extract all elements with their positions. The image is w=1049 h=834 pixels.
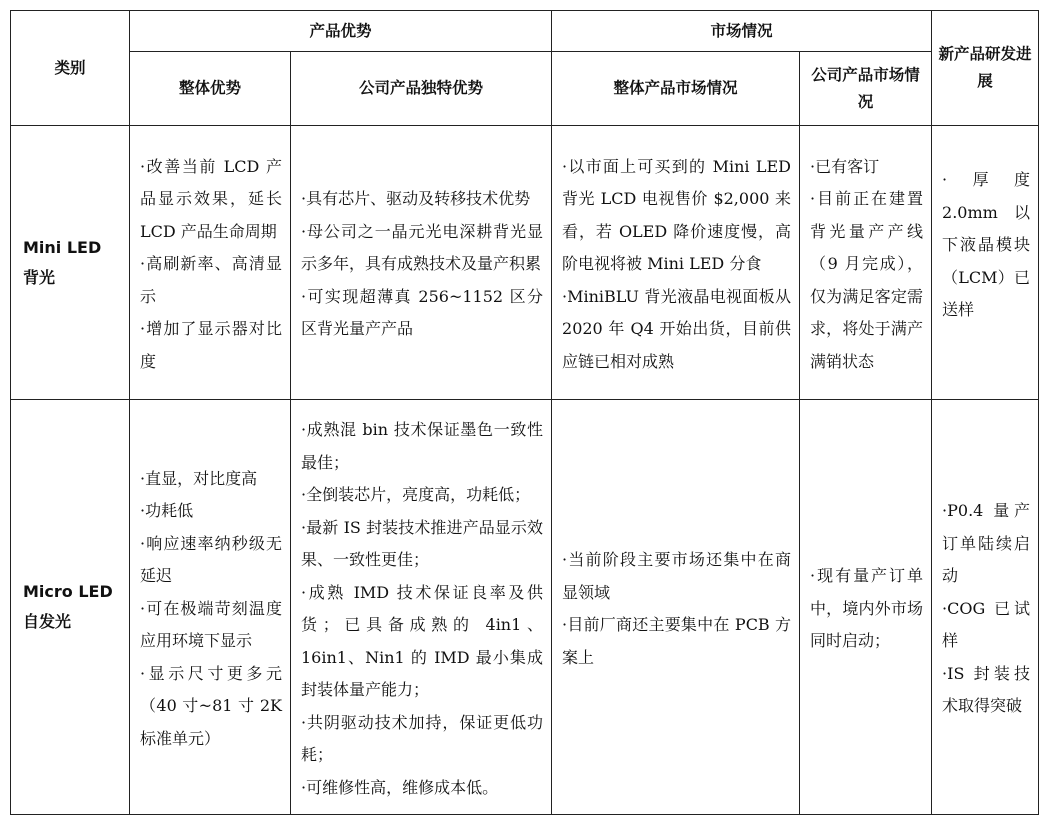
list-item: ·最新 IS 封装技术推进产品显示效果、一致性更佳； [301,517,544,569]
header-category: 类别 [11,11,130,126]
document-page [10,10,1038,815]
list-item: ·目前正在建置背光量产产线（9 月完成），仅为满足客定需求，将处于满产满销状态 [810,189,924,371]
company-market-cell [800,126,932,400]
category-cell [11,126,130,400]
unique-advantage-cell [291,400,552,815]
list-item: ·具有芯片、驱动及转移技术优势 [301,189,531,209]
list-item: ·P0.4 量产订单陆续启动 [942,501,1031,586]
category-type: 背光 [23,267,56,287]
unique-advantage-cell [291,126,552,400]
list-item: ·可在极端苛刻温度应用环境下显示 [140,598,282,651]
list-item: ·高刷新率、高清显示 [140,254,282,306]
list-item: ·显示尺寸更多元（40 寸~81 寸 2K 标准单元） [140,663,282,748]
list-item: ·可实现超薄真 256~1152 区分区背光量产产品 [301,286,544,339]
header-row-2 [11,52,1039,126]
list-item: ·功耗低 [140,501,194,521]
list-item: ·全倒装芯片，亮度高，功耗低； [301,485,531,504]
comparison-table [10,10,1039,815]
list-item: ·增加了显示器对比度 [140,319,282,371]
header-overall-market: 整体产品市场情况 [552,52,800,126]
list-item: ·厚度 2.0mm 以下液晶模块（LCM）已送样 [942,170,1031,319]
list-item: ·已有客订 [810,156,880,176]
header-market: 市场情况 [552,11,932,52]
table-row-mini-led [11,126,1039,400]
overall-market-cell [552,400,800,815]
header-row-1 [11,11,1039,52]
list-item: ·直显，对比度高 [140,468,258,488]
rd-progress-cell [932,400,1039,815]
overall-advantage-cell [130,400,291,815]
category-name: Micro LED [23,582,113,601]
list-item: ·成熟 IMD 技术保证良率及供货；已具备成熟的 4in1、16in1、Nin1 的 IMD 最小集成封装体量产能力； [301,582,544,699]
list-item: ·目前厂商还主要集中在 PCB 方案上 [562,615,792,667]
category-type: 自发光 [23,612,72,631]
list-item: ·COG 已试样 [942,598,1031,651]
list-item: ·MiniBLU 背光液晶电视面板从 2020 年 Q4 开始出货，目前供应链已相对成熟 [562,286,792,371]
list-item: ·IS 封装技术取得突破 [942,663,1031,716]
header-overall-advantage: 整体优势 [130,52,291,126]
list-item: ·母公司之一晶元光电深耕背光显示多年，具有成熟技术及量产积累 [301,221,544,274]
list-item: ·以市面上可买到的 Mini LED 背光 LCD 电视售价 $2,000 来看，若 OLED 降价速度慢，高阶电视将被 Mini LED 分食 [562,156,792,274]
header-rd-progress: 新产品研发进展 [932,11,1039,126]
category-cell [11,400,130,815]
overall-market-cell [552,126,800,400]
header-unique-advantage: 公司产品独特优势 [291,52,552,126]
list-item: ·共阴驱动技术加持，保证更低功耗； [301,712,544,764]
header-product-advantage: 产品优势 [130,11,552,52]
overall-advantage-cell [130,126,291,400]
rd-progress-cell [932,126,1039,400]
table-row-micro-led [11,400,1039,815]
list-item: ·现有量产订单中，境内外市场同时启动； [810,566,924,651]
list-item: ·成熟混 bin 技术保证墨色一致性最佳； [301,420,544,472]
company-market-cell [800,400,932,815]
category-name: Mini LED [23,237,102,257]
list-item: ·可维修性高，维修成本低。 [301,777,499,797]
list-item: ·当前阶段主要市场还集中在商显领域 [562,550,792,602]
list-item: ·改善当前 LCD 产品显示效果，延长 LCD 产品生命周期 [140,156,282,241]
list-item: ·响应速率纳秒级无延迟 [140,533,282,586]
header-company-market: 公司产品市场情况 [800,52,932,126]
